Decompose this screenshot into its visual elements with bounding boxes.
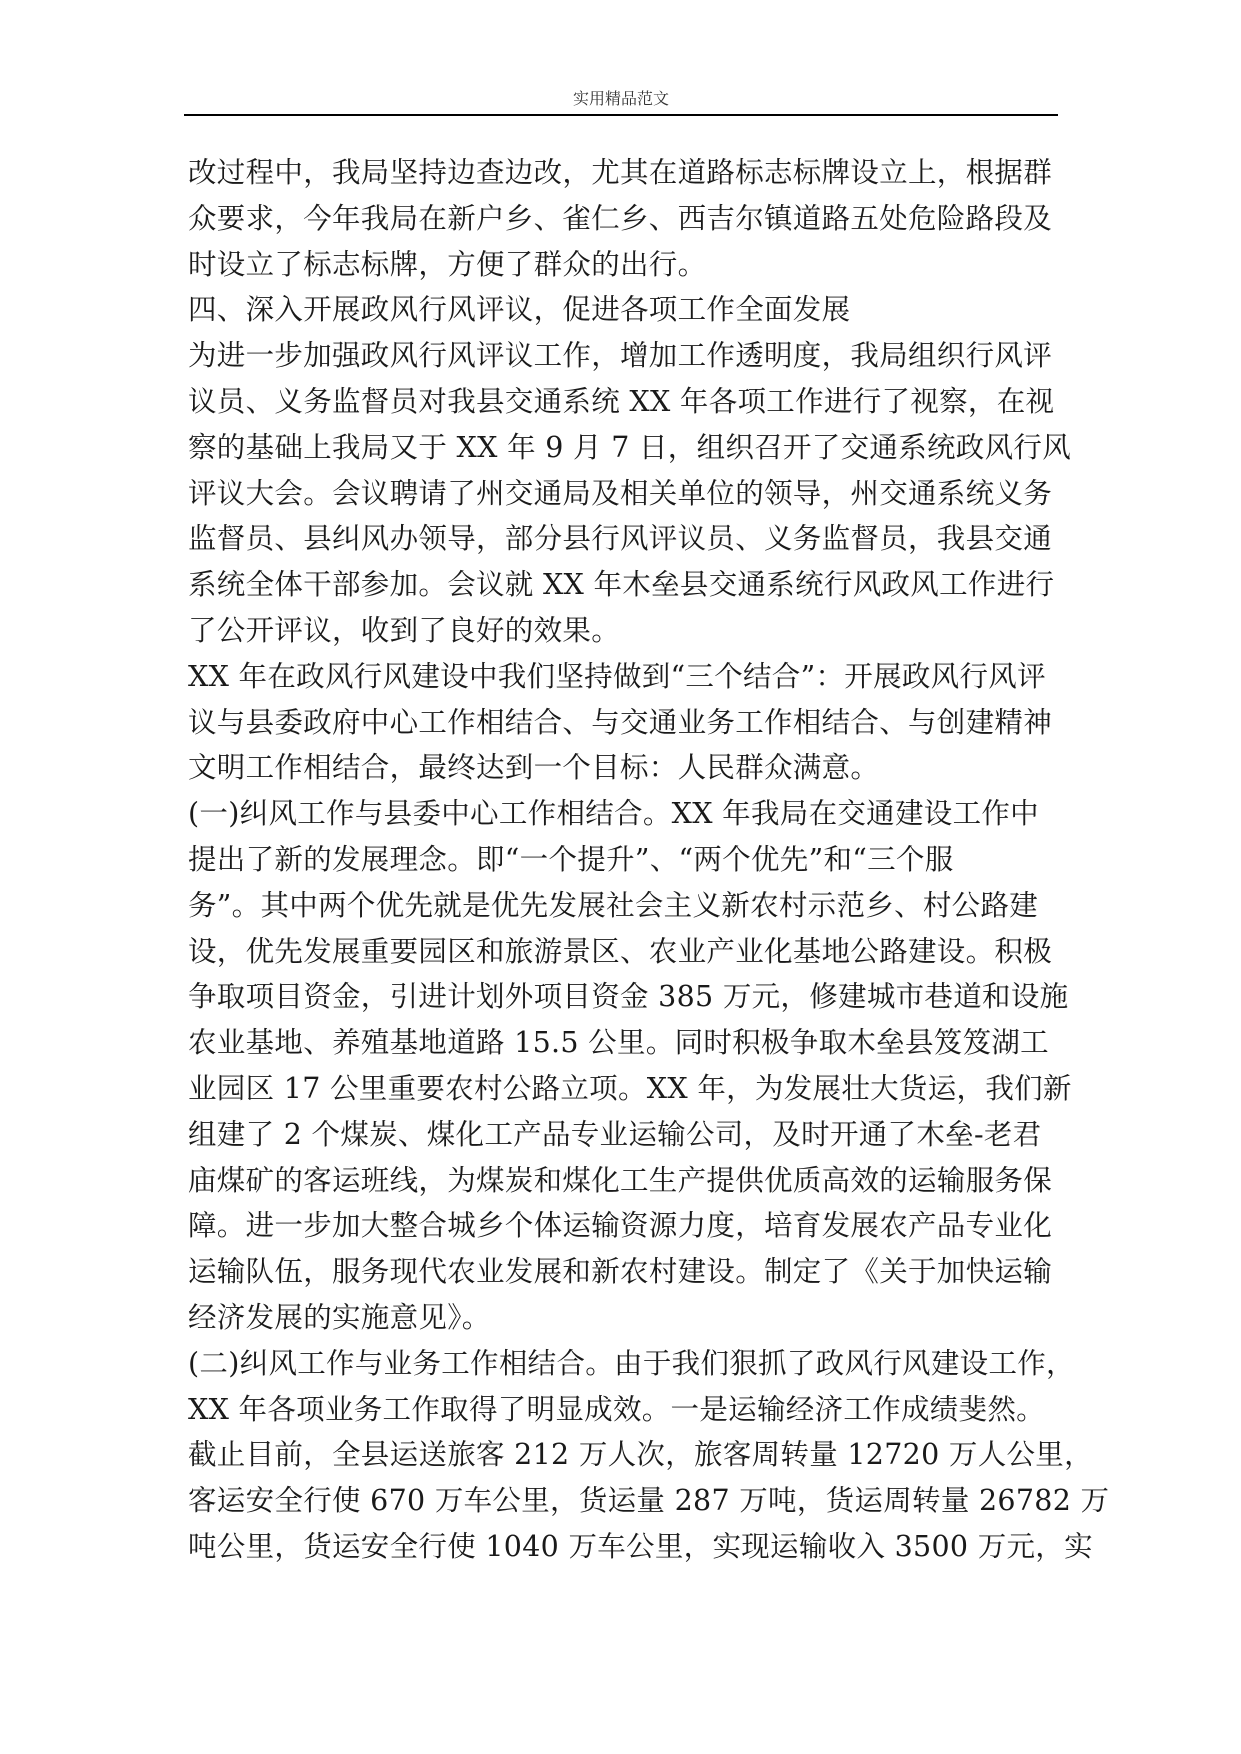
text-line: XX 年各项业务工作取得了明显成效。一是运输经济工作成绩斐然。 — [188, 1392, 1045, 1426]
text-line: XX 年在政风行风建设中我们坚持做到“三个结合”：开展政风行风评 — [188, 659, 1046, 693]
text-line: 评议大会。会议聘请了州交通局及相关单位的领导，州交通系统义务 — [188, 476, 1053, 510]
text-line: 组建了 2 个煤炭、煤化工产品专业运输公司，及时开通了木垒-老君 — [188, 1117, 1042, 1151]
page-header: 实用精品范文 — [572, 89, 669, 108]
text-line: (一)纠风工作与县委中心工作相结合。XX 年我局在交通建设工作中 — [188, 797, 1039, 831]
text-line: 提出了新的发展理念。即“一个提升”、“两个优先”和“三个服 — [188, 842, 954, 876]
text-line: 监督员、县纠风办领导，部分县行风评议员、义务监督员，我县交通 — [188, 522, 1053, 556]
text-line: 系统全体干部参加。会议就 XX 年木垒县交通系统行风政风工作进行 — [188, 568, 1055, 602]
text-line: 议与县委政府中心工作相结合、与交通业务工作相结合、与创建精神 — [188, 705, 1053, 739]
text-line: 议员、义务监督员对我县交通系统 XX 年各项工作进行了视察，在视 — [188, 384, 1055, 418]
header-divider — [184, 114, 1058, 116]
text-line: 为进一步加强政风行风评议工作，增加工作透明度，我局组织行风评 — [188, 339, 1053, 373]
text-line: 察的基础上我局又于 XX 年 9 月 7 日，组织召开了交通系统政风行风 — [188, 430, 1072, 464]
text-line: 务”。其中两个优先就是优先发展社会主义新农村示范乡、村公路建 — [188, 888, 1039, 922]
section-heading: 四、深入开展政风行风评议，促进各项工作全面发展 — [188, 293, 851, 327]
document-body — [188, 150, 1110, 1570]
text-line: 庙煤矿的客运班线，为煤炭和煤化工生产提供优质高效的运输服务保 — [188, 1163, 1053, 1197]
text-line: 争取项目资金，引进计划外项目资金 385 万元，修建城市巷道和设施 — [188, 980, 1069, 1014]
text-line: 运输队伍，服务现代农业发展和新农村建设。制定了《关于加快运输 — [188, 1255, 1053, 1289]
text-line: 文明工作相结合，最终达到一个目标：人民群众满意。 — [188, 751, 880, 785]
text-line: 吨公里，货运安全行使 1040 万车公里，实现运输收入 3500 万元，实 — [188, 1529, 1093, 1563]
text-line: (二)纠风工作与业务工作相结合。由于我们狠抓了政风行风建设工作， — [188, 1346, 1075, 1380]
text-line: 农业基地、养殖基地道路 15.5 公里。同时积极争取木垒县笈笈湖工 — [188, 1026, 1049, 1060]
text-line: 设，优先发展重要园区和旅游景区、农业产业化基地公路建设。积极 — [188, 934, 1053, 968]
text-line: 改过程中，我局坚持边查边改，尤其在道路标志标牌设立上，根据群 — [188, 156, 1053, 189]
text-line: 众要求，今年我局在新户乡、雀仁乡、西吉尔镇道路五处危险路段及 — [188, 201, 1053, 235]
text-line: 客运安全行使 670 万车公里，货运量 287 万吨，货运周转量 26782 万 — [188, 1484, 1110, 1518]
text-line: 经济发展的实施意见》。 — [188, 1300, 491, 1334]
text-line: 截止目前，全县运送旅客 212 万人次，旅客周转量 12720 万人公里， — [188, 1438, 1093, 1472]
text-line: 障。进一步加大整合城乡个体运输资源力度，培育发展农产品专业化 — [188, 1209, 1053, 1243]
text-line: 时设立了标志标牌，方便了群众的出行。 — [188, 247, 707, 281]
text-line: 业园区 17 公里重要农村公路立项。XX 年，为发展壮大货运，我们新 — [188, 1071, 1072, 1105]
text-line: 了公开评议，收到了良好的效果。 — [188, 613, 621, 647]
